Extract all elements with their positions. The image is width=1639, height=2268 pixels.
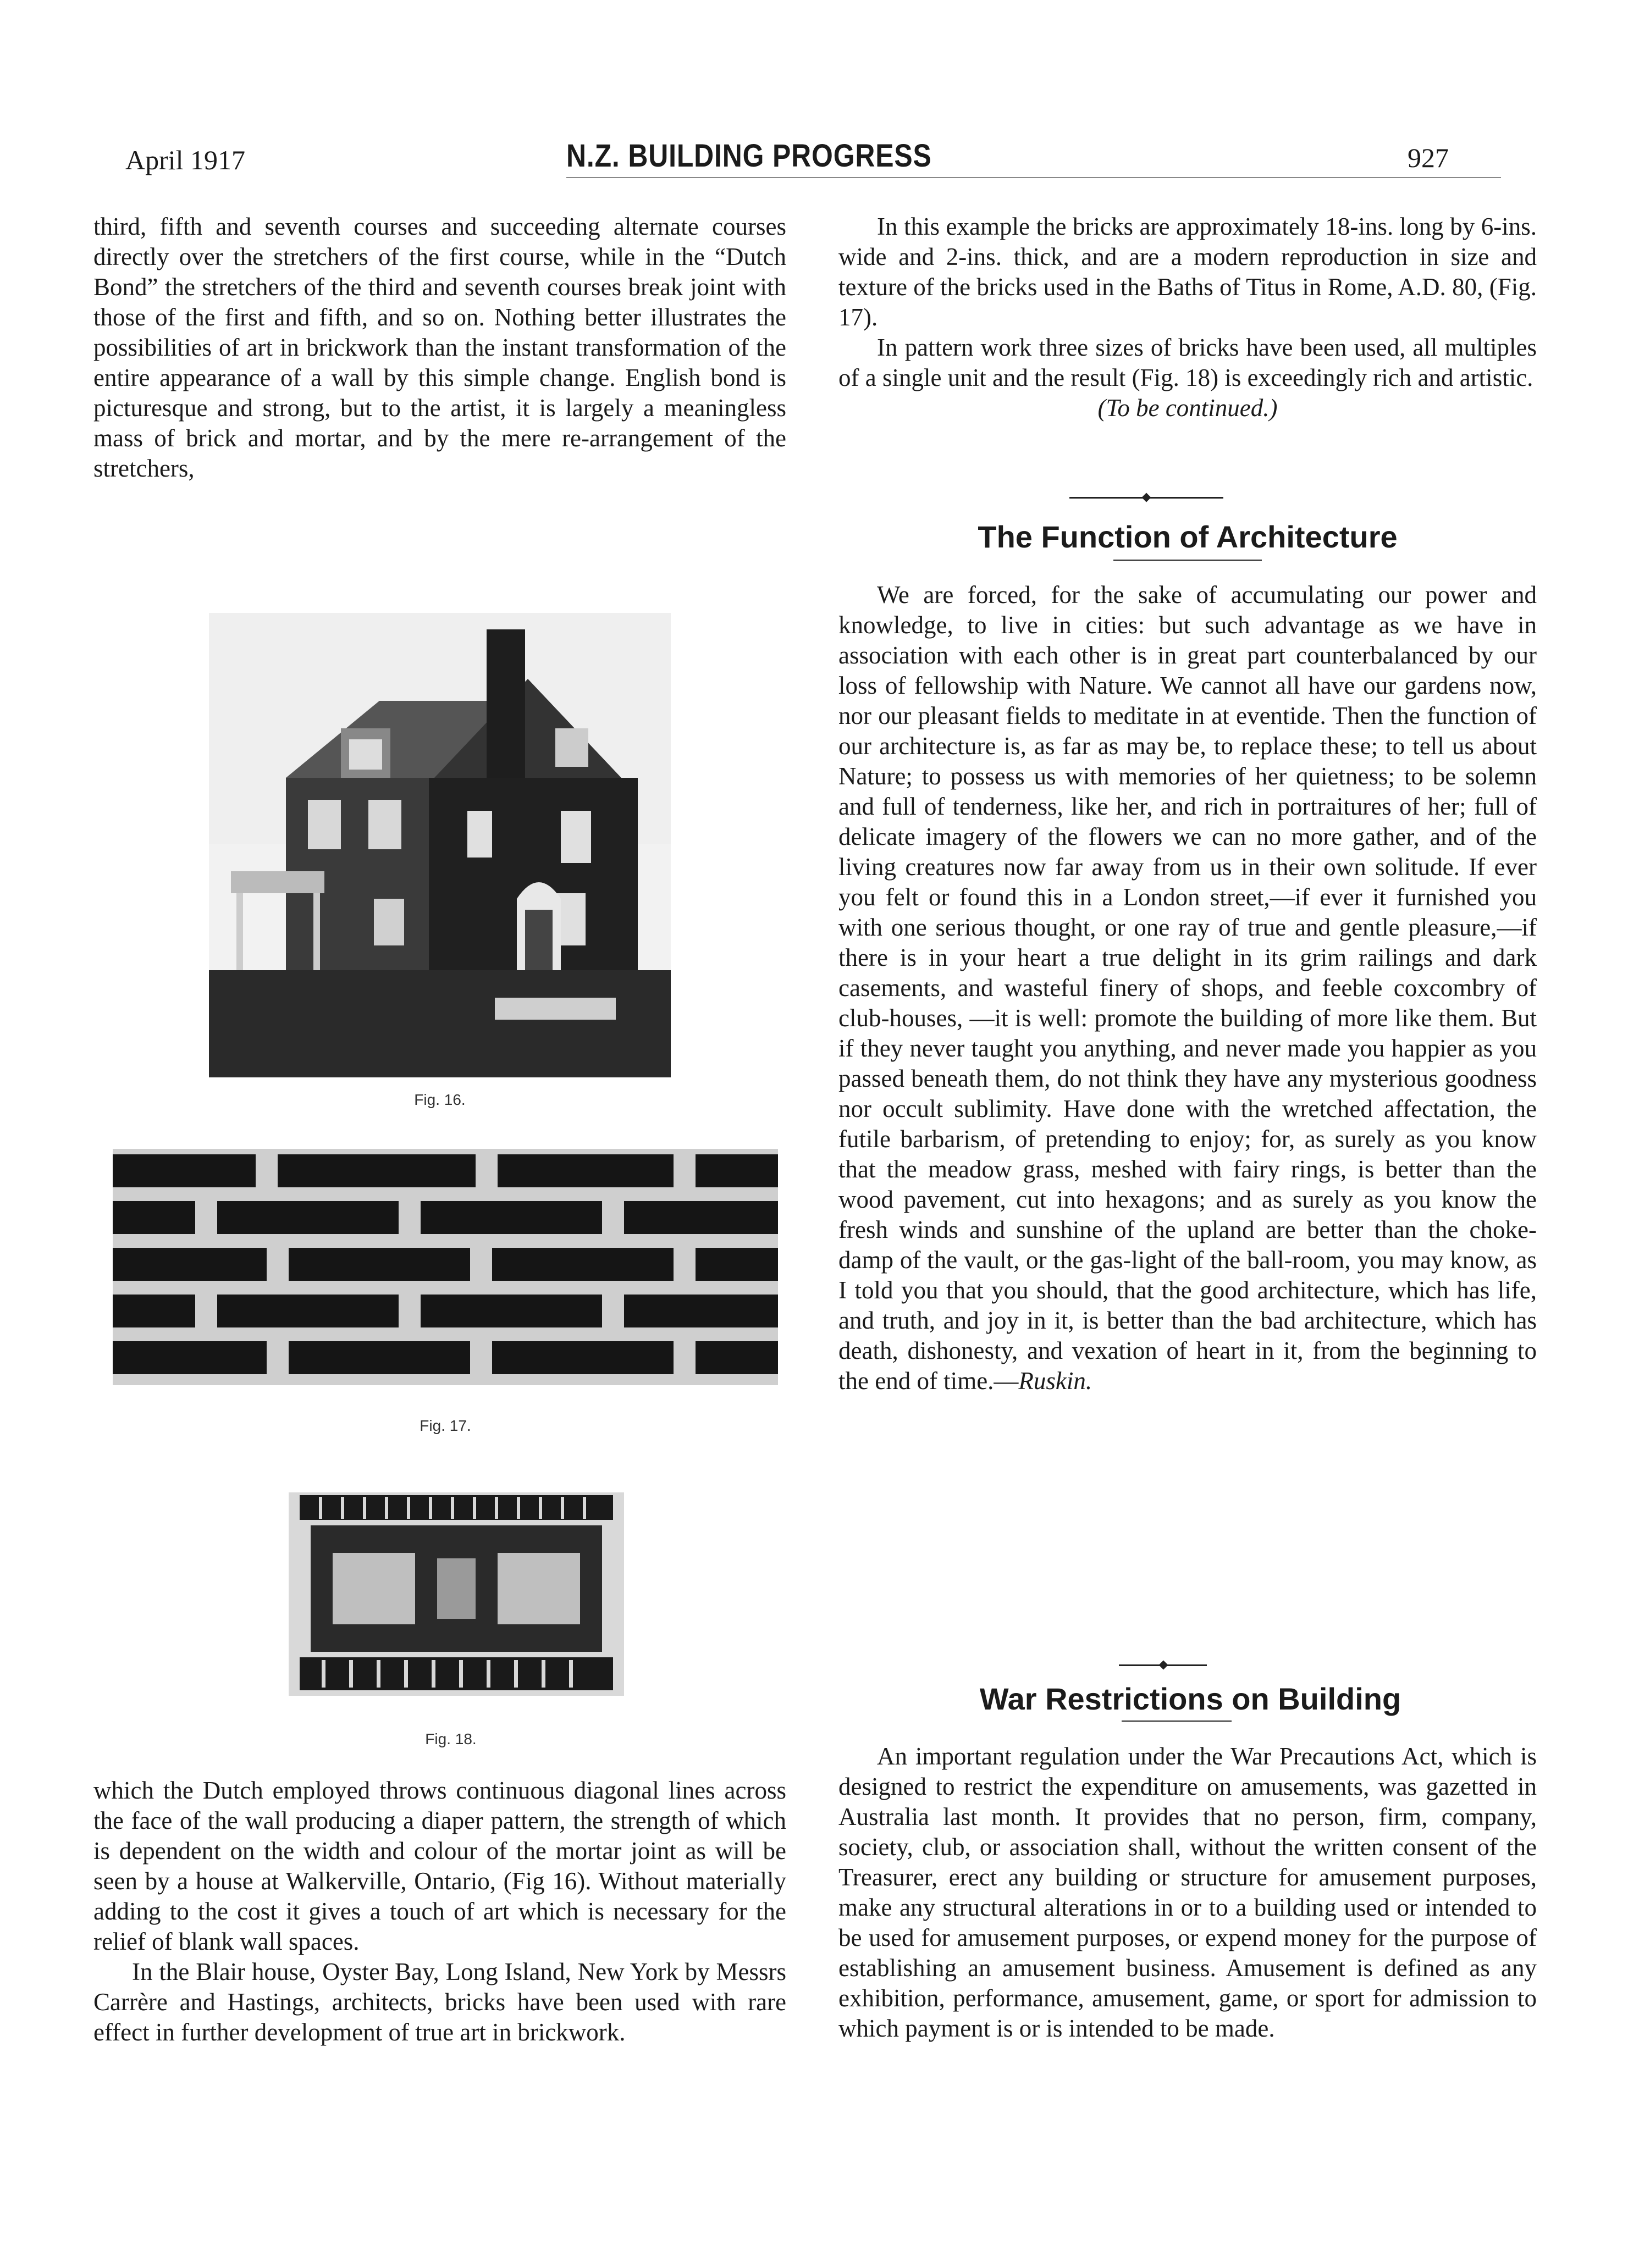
figure-18-pattern-panel-photo bbox=[289, 1492, 624, 1696]
issue-date: April 1917 bbox=[125, 145, 246, 175]
right-top-text bbox=[838, 212, 1537, 423]
divider-ornament-icon bbox=[1142, 493, 1151, 502]
section-heading-war-restrictions: War Restrictions on Building bbox=[979, 1681, 1401, 1716]
paragraph: which the Dutch employed throws continuous diagonal lines across the face of the wall producing a diaper pattern, the strength of which is dependent on the width and colour of the mortar joint as will be seen by a house at Walkerville, Ontario, (Fig 16). Without materially adding to the cost it gives a touch of art which is necessary for the relief of blank wall spaces. bbox=[93, 1777, 786, 1955]
divider-ornament-icon bbox=[1159, 1661, 1168, 1670]
roman-brick-illustration bbox=[113, 1149, 778, 1385]
paragraph: In pattern work three sizes of bricks have been used, all multiples of a single unit and the result (Fig. 18) is exceedingly rich and artistic. bbox=[838, 334, 1537, 391]
header-rule bbox=[566, 177, 1501, 178]
author-attribution: Ruskin. bbox=[1018, 1367, 1092, 1395]
heading-underline bbox=[1113, 560, 1262, 561]
left-bottom-text bbox=[93, 1775, 786, 2048]
figure-16-house-photo bbox=[209, 613, 671, 1077]
left-top-paragraph bbox=[93, 212, 786, 484]
essay-text: We are forced, for the sake of accumulating our power and knowledge, to live in cities: but such advantage as we have in association with each other is in great part counterbalanced by our loss of fellowship with Nature. We cannot all have our gardens now, nor our pleasant fields to meditate in at eventide. Then the function of our architecture is, as far as may be, to replace these; to tell us about Nature; to possess us with memories of her quietness; to be solemn and full of tenderness, like her, and rich in portraitures of her; full of delicate imagery of the flowers we can no more gather, and of the living creatures now far away from us in their own solitude. If ever you felt or found this in a London street,—if ever it furnished you with one serious thought, or one ray of true and gentle pleasure,—if there is in your heart a true delight in its grim railings and dark casements, and wasteful finery of shops, and feeble coxcombry of club-houses, —it is well: promote the building of more like them. But if they never taught you anything, and never made you happier as you passed beneath them, do not think they have any mysterious goodness nor occult sublimity. Have done with the wretched affectation, the futile barbarism, of pretending to enjoy; for, as surely as you know that the meadow grass, meshed with fairy rings, is better than the wood pavement, cut into hexagons; and as surely as you know the fresh winds and sunshine of the upland are better than the choke-damp of the vault, or the gas-light of the ball-room, you may know, as I told you that you should, that the good architecture, which has life, and truth, and joy in it, is better than the bad architecture, which has death, dishonesty, and vexation of heart in it, from the beginning to the end of time.— bbox=[838, 581, 1537, 1395]
figure-18-caption: Fig. 18. bbox=[425, 1730, 477, 1747]
section-heading-function-of-architecture: The Function of Architecture bbox=[978, 519, 1398, 554]
pattern-brick-illustration bbox=[289, 1492, 624, 1696]
paragraph: In the Blair house, Oyster Bay, Long Island, New York by Messrs Carrère and Hastings, architects, bricks have been used with rare effect in further development of true art in brickwork. bbox=[93, 1958, 786, 2046]
war-restrictions-body bbox=[838, 1741, 1537, 2044]
house-illustration bbox=[209, 613, 671, 1077]
figure-16-caption: Fig. 16. bbox=[414, 1091, 466, 1108]
function-of-architecture-body bbox=[838, 580, 1537, 1396]
paragraph: In this example the bricks are approximately 18-ins. long by 6-ins. wide and 2-ins. thick, and are a modern reproduction in size and texture of the bricks used in the Baths of Titus in Rome, A.D. 80, (Fig. 17). bbox=[838, 213, 1537, 331]
figure-17-brick-wall-photo bbox=[113, 1149, 778, 1385]
figure-17-caption: Fig. 17. bbox=[420, 1417, 471, 1434]
paragraph: third, fifth and seventh courses and succeeding alternate courses directly over the stretchers of the first course, while in the “Dutch Bond” the stretchers of the third and seventh courses break joint with those of the first and fifth, and so on. Nothing better illustrates the possibilities of art in brickwork than the instant transformation of the entire appearance of a wall by this simple change. English bond is picturesque and strong, but to the artist, it is largely a meaningless mass of brick and mortar, and by the mere re-arrangement of the stretchers, bbox=[93, 213, 786, 482]
paragraph: An important regulation under the War Precautions Act, which is designed to restrict the expenditure on amusements, was gazetted in Australia last month. It provides that no person, firm, company, society, club, or association shall, without the written consent of the Treasurer, erect any building or structure for amusement purposes, make any structural alterations in or to a building used or intended to be used for amusement purposes, or expend money for the purpose of establishing an amusement business. Amusement is defined as any exhibition, performance, amusement, game, or sport for admission to which payment is or is intended to be made. bbox=[838, 1743, 1537, 2042]
publication-title: N.Z. BUILDING PROGRESS bbox=[566, 138, 932, 174]
continued-note: (To be continued.) bbox=[1097, 394, 1278, 422]
page-number: 927 bbox=[1408, 142, 1449, 173]
heading-underline bbox=[1122, 1721, 1232, 1722]
